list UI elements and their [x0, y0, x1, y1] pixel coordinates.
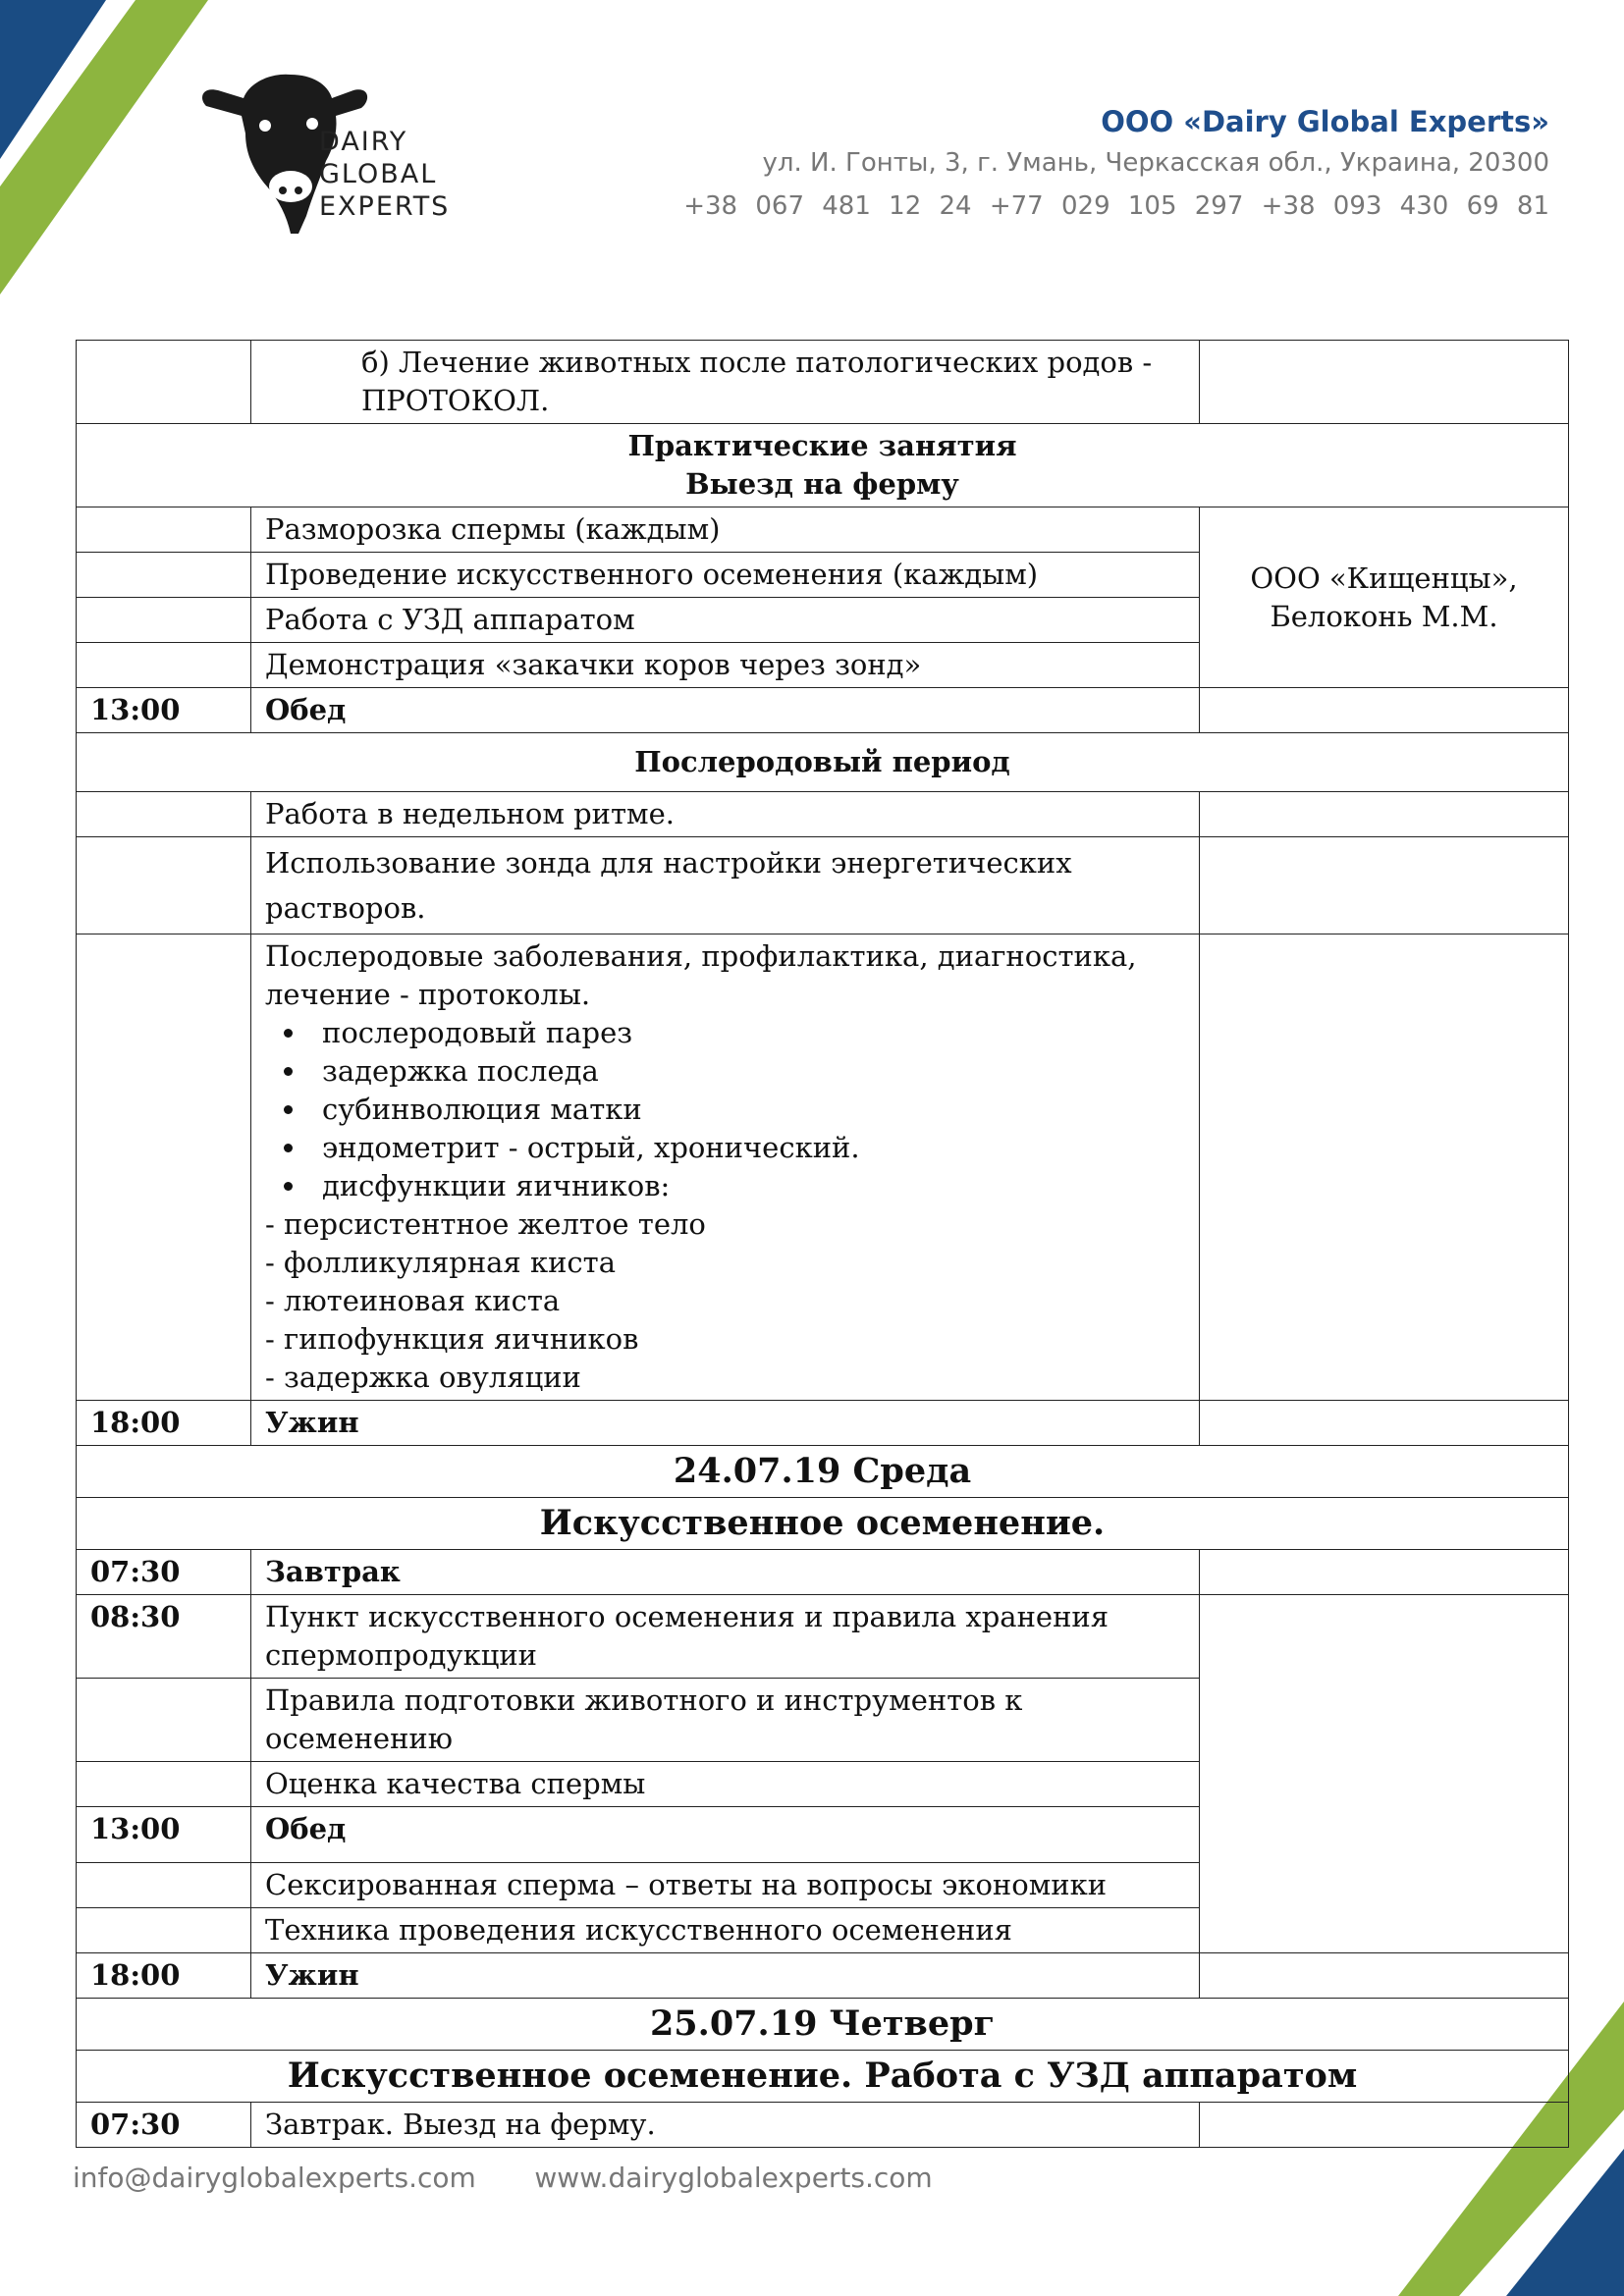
practice-title-line-2: Выезд на ферму [685, 467, 959, 501]
side-cell [1200, 2103, 1569, 2148]
time-cell [77, 1908, 251, 1953]
side-cell [1200, 688, 1569, 733]
list-item: - персистентное желтое тело [265, 1207, 706, 1241]
list-item: • дисфункции яичников: [308, 1167, 1185, 1205]
side-cell [1200, 837, 1569, 934]
table-row [77, 934, 1569, 1401]
activity-cell: Обед [251, 1807, 1200, 1863]
logo-line-1: DAIRY [319, 127, 408, 157]
list-item: • эндометрит - острый, хронический. [308, 1129, 1185, 1167]
side-cell [1200, 792, 1569, 837]
footer-contacts [73, 2162, 933, 2194]
list-item: - гипофункция яичников [265, 1322, 639, 1356]
disease-list [265, 1014, 1185, 1205]
table-row [77, 688, 1569, 733]
side-cell [1200, 1595, 1569, 1953]
activity-cell: Техника проведения искусственного осеменения [251, 1908, 1200, 1953]
activity-cell: Работа в недельном ритме. [251, 792, 1200, 837]
side-cell [1200, 1550, 1569, 1595]
side-cell [1200, 1953, 1569, 1999]
company-info [683, 102, 1549, 228]
time-cell [77, 643, 251, 688]
table-row [77, 507, 1569, 553]
footer-website: www.dairyglobalexperts.com [534, 2162, 933, 2194]
day-subtitle-thursday: Искусственное осеменение. Работа с УЗД аппаратом [77, 2051, 1569, 2103]
corner-stripes-top-left [0, 0, 226, 294]
list-item: - фолликулярная киста [265, 1246, 616, 1279]
time-cell [77, 1863, 251, 1908]
activity-cell: Оценка качества спермы [251, 1762, 1200, 1807]
day-subheader-row [77, 2051, 1569, 2103]
section-header-row [77, 424, 1569, 507]
day-subheader-row [77, 1498, 1569, 1550]
day-header-row [77, 1999, 1569, 2051]
activity-cell: Завтрак [251, 1550, 1200, 1595]
activity-cell: б) Лечение животных после патологических родов - ПРОТОКОЛ. [251, 341, 1200, 424]
company-phones: +38 067 481 12 24 +77 029 105 297 +38 093 430 69 81 [683, 191, 1549, 221]
time-cell: 13:00 [77, 688, 251, 733]
company-address: ул. И. Гонты, 3, г. Умань, Черкасская обл., Украина, 20300 [762, 148, 1549, 178]
activity-cell [251, 934, 1200, 1401]
day-subtitle-wednesday: Искусственное осеменение. [77, 1498, 1569, 1550]
practice-title [77, 424, 1569, 507]
activity-cell: Использование зонда для настройки энергетических растворов. [251, 837, 1200, 934]
list-item: • послеродовый парез [308, 1014, 1185, 1052]
activity-cell: Завтрак. Выезд на ферму. [251, 2103, 1200, 2148]
activity-cell: Ужин [251, 1401, 1200, 1446]
list-item: • задержка последа [308, 1052, 1185, 1091]
activity-cell: Ужин [251, 1953, 1200, 1999]
time-cell [77, 1762, 251, 1807]
list-item: • субинволюция матки [308, 1091, 1185, 1129]
table-row [77, 341, 1569, 424]
section-header-row [77, 733, 1569, 792]
time-cell [77, 507, 251, 553]
logo-line-3: EXPERTS [319, 191, 451, 222]
time-cell [77, 553, 251, 598]
location-cell [1200, 507, 1569, 688]
table-row [77, 1550, 1569, 1595]
disease-intro: Послеродовые заболевания, профилактика, диагностика, лечение - протоколы. [265, 939, 1137, 1011]
side-cell [1200, 341, 1569, 424]
table-row [77, 2103, 1569, 2148]
day-title-thursday: 25.07.19 Четверг [77, 1999, 1569, 2051]
footer-email: info@dairyglobalexperts.com [73, 2162, 476, 2194]
time-cell: 07:30 [77, 2103, 251, 2148]
activity-cell: Работа с УЗД аппаратом [251, 598, 1200, 643]
time-cell [77, 1679, 251, 1762]
postpartum-title: Послеродовый период [77, 733, 1569, 792]
time-cell [77, 341, 251, 424]
activity-cell: Разморозка спермы (каждым) [251, 507, 1200, 553]
practice-title-line-1: Практические занятия [627, 429, 1017, 462]
side-cell [1200, 1401, 1569, 1446]
time-cell: 18:00 [77, 1401, 251, 1446]
time-cell [77, 598, 251, 643]
list-item: - лютеиновая киста [265, 1284, 561, 1317]
table-row [77, 792, 1569, 837]
activity-cell: Пункт искусственного осеменения и правила хранения спермопродукции [251, 1595, 1200, 1679]
time-cell [77, 934, 251, 1401]
activity-cell: Демонстрация «закачки коров через зонд» [251, 643, 1200, 688]
location-line-2: Белоконь М.М. [1270, 599, 1498, 633]
company-name: ООО «Dairy Global Experts» [1101, 105, 1549, 138]
time-cell: 18:00 [77, 1953, 251, 1999]
logo-wordmark [319, 126, 450, 223]
logo-line-2: GLOBAL [319, 159, 438, 189]
day-header-row [77, 1446, 1569, 1498]
time-cell: 08:30 [77, 1595, 251, 1679]
day-title-wednesday: 24.07.19 Среда [77, 1446, 1569, 1498]
schedule-table [76, 340, 1569, 2148]
time-cell: 13:00 [77, 1807, 251, 1863]
activity-cell: Обед [251, 688, 1200, 733]
table-row [77, 1953, 1569, 1999]
activity-cell: Правила подготовки животного и инструментов к осеменению [251, 1679, 1200, 1762]
time-cell: 07:30 [77, 1550, 251, 1595]
side-cell [1200, 934, 1569, 1401]
time-cell [77, 837, 251, 934]
activity-cell: Сексированная сперма – ответы на вопросы экономики [251, 1863, 1200, 1908]
table-row [77, 837, 1569, 934]
table-row [77, 1401, 1569, 1446]
table-row [77, 1595, 1569, 1679]
activity-cell: Проведение искусственного осеменения (каждым) [251, 553, 1200, 598]
time-cell [77, 792, 251, 837]
location-line-1: ООО «Кищенцы», [1250, 561, 1518, 595]
list-item: - задержка овуляции [265, 1361, 581, 1394]
